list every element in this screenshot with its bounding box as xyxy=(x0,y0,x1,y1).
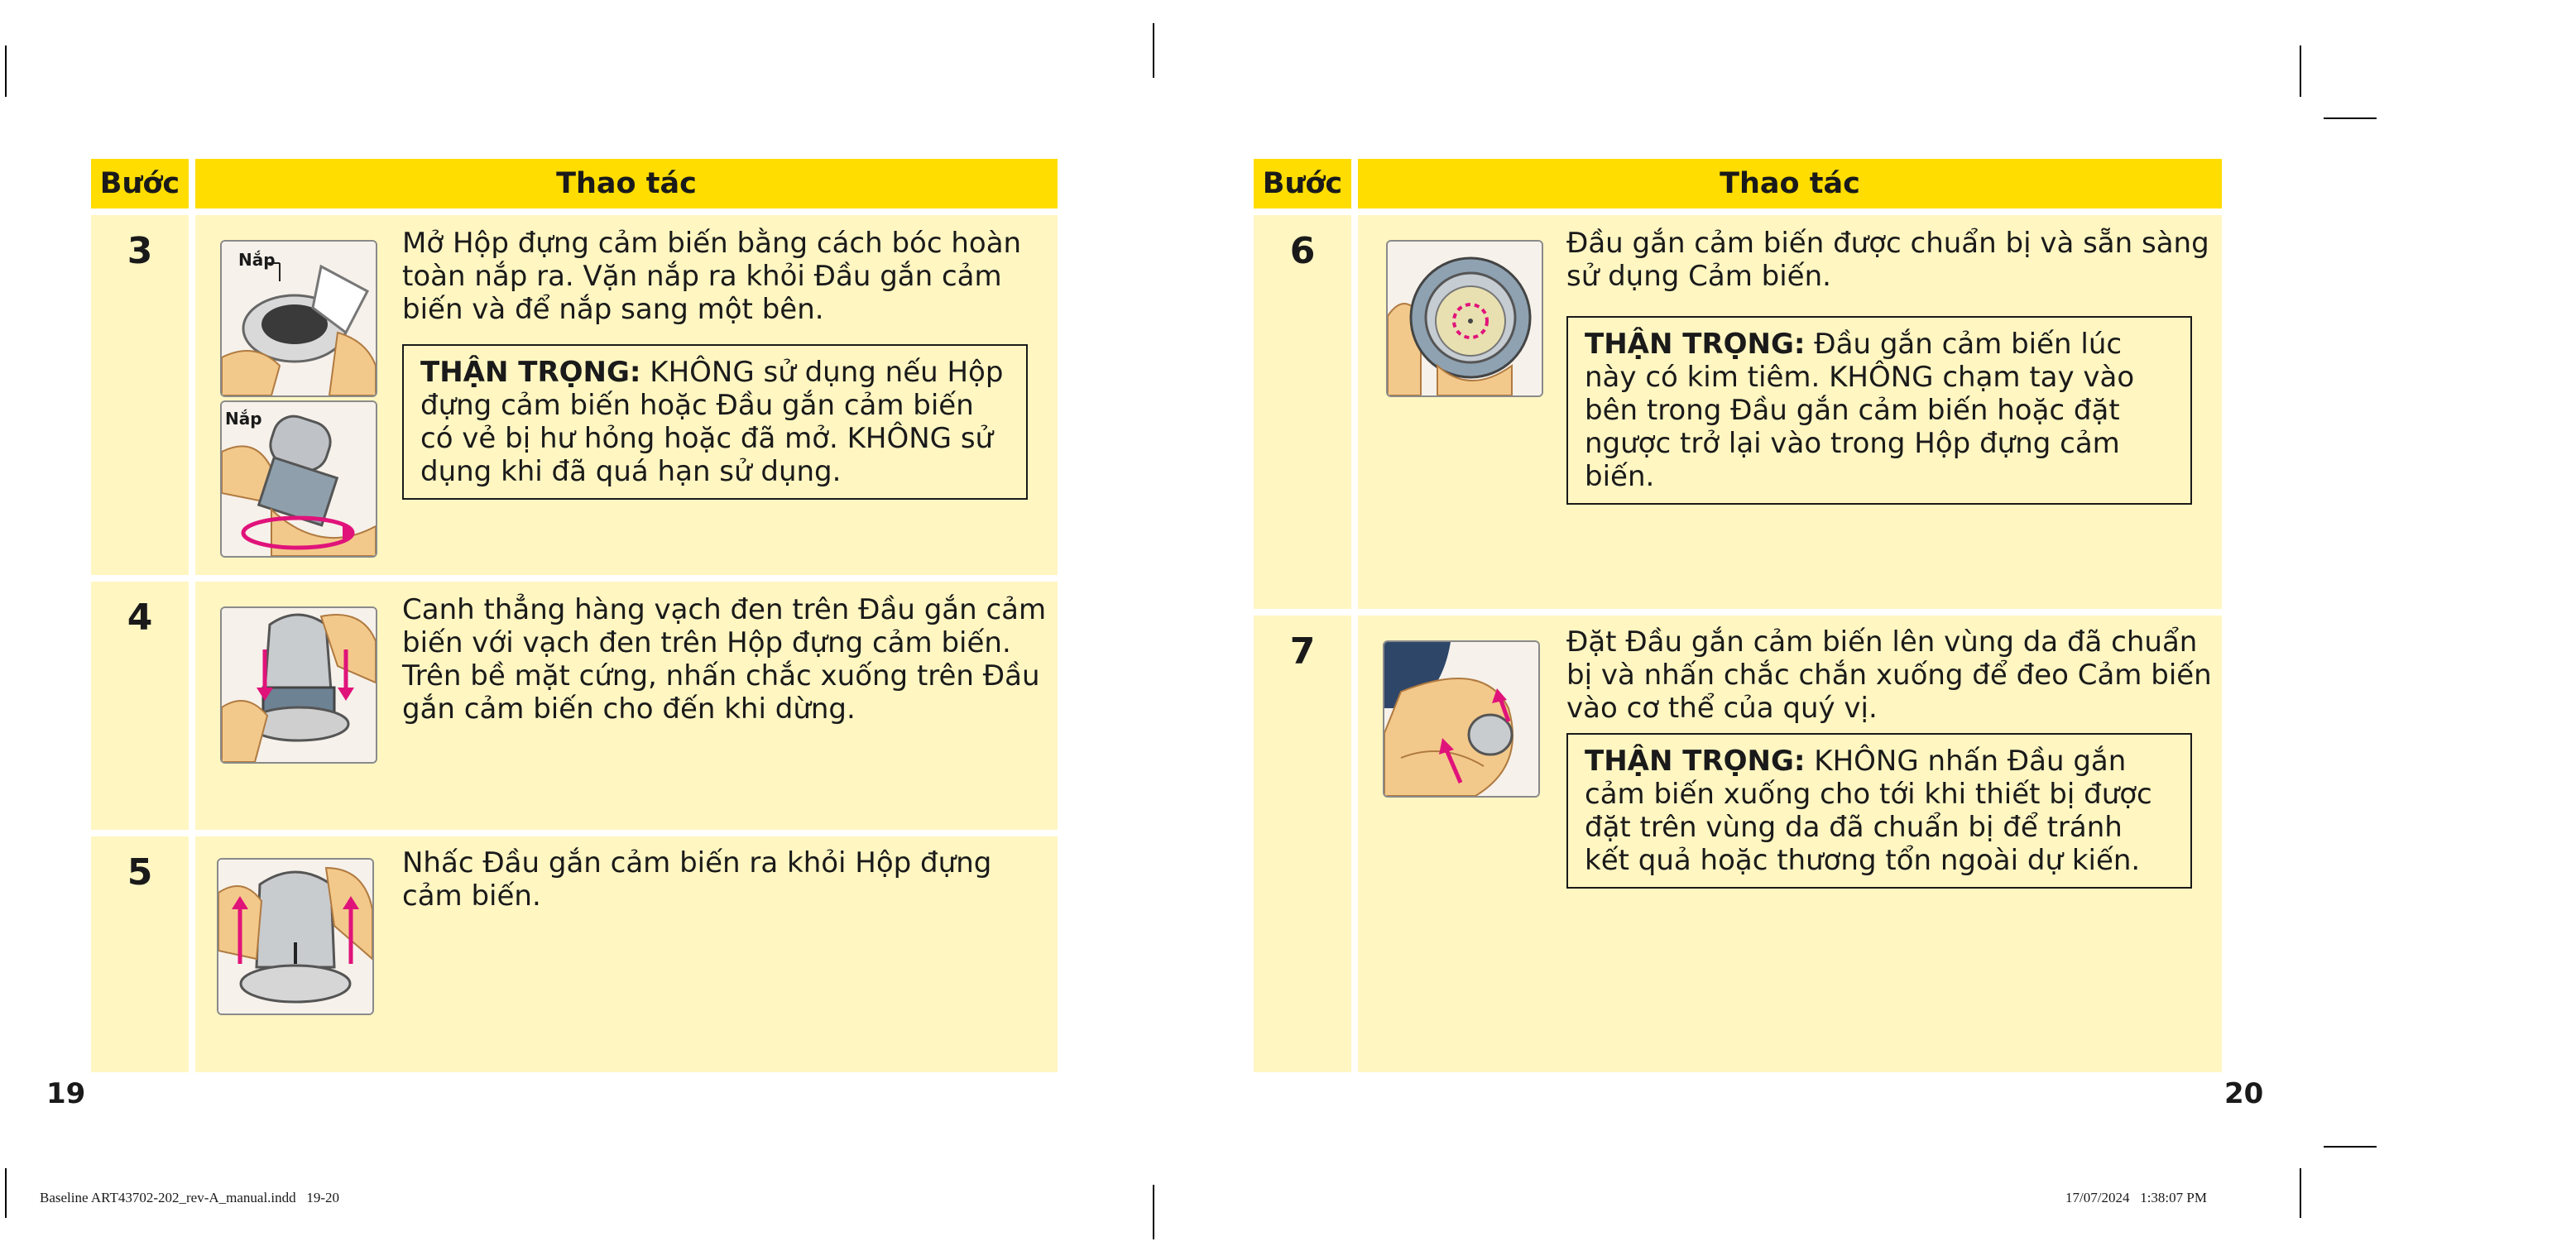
action-cell xyxy=(195,215,1058,575)
step-cell xyxy=(1254,215,1351,609)
caution-box xyxy=(402,344,1028,500)
step-description: Đặt Đầu gắn cảm biến lên vùng da đã chuẩn bị và nhấn chắc chắn xuống để đeo Cảm biến vào cơ thể của quý vị. xyxy=(1566,625,2212,725)
caution-label: THẬN TRỌNG: xyxy=(1585,328,1806,361)
crop-mark xyxy=(2300,46,2301,97)
step-description: Canh thẳng hàng vạch đen trên Đầu gắn cảm biến với vạch đen trên Hộp đựng cảm biến. Trên bề mặt cứng, nhấn chắc xuống trên Đầu gắn cảm biến cho đến khi dừng. xyxy=(402,593,1047,726)
step-cell xyxy=(91,836,189,1072)
step-cell xyxy=(91,582,189,830)
align-press-illustration xyxy=(220,606,377,764)
caution-label: THẬN TRỌNG: xyxy=(1585,745,1806,778)
step-number: 6 xyxy=(1289,230,1316,272)
step-cell xyxy=(1254,616,1351,1072)
step-number: 3 xyxy=(127,230,153,272)
step-number: 5 xyxy=(127,851,153,894)
page-number-left: 19 xyxy=(46,1077,86,1110)
caution-box xyxy=(1566,316,2192,505)
step-number: 4 xyxy=(127,597,153,639)
caution-text: KHÔNG nhấn Đầu gắn cảm biến xuống cho tới khi thiết bị được đặt trên vùng da đã chuẩn bị để tránh kết quả hoặc thương tổn ngoài dự kiến. xyxy=(1585,745,2152,877)
page-number-right: 20 xyxy=(2224,1077,2264,1110)
apply-to-arm-illustration xyxy=(1383,640,1540,798)
caution-box xyxy=(1566,733,2192,889)
lid-label: Nắp xyxy=(225,409,262,429)
crop-mark xyxy=(5,46,7,97)
crop-mark xyxy=(2324,117,2377,119)
peel-lid-illustration xyxy=(220,240,377,397)
action-cell xyxy=(1358,616,2222,1072)
crop-mark xyxy=(1153,1185,1154,1239)
caution-text: Đầu gắn cảm biến lúc này có kim tiêm. KHÔNG chạm tay vào bên trong Đầu gắn cảm biến hoặc đặt ngược trở lại vào trong Hộp đựng cảm biến. xyxy=(1585,328,2135,493)
action-cell xyxy=(1358,215,2222,609)
print-timestamp: 17/07/2024 1:38:07 PM xyxy=(2065,1190,2207,1205)
crop-mark xyxy=(1153,23,1154,78)
caution-text: KHÔNG sử dụng nếu Hộp đựng cảm biến hoặc Đầu gắn cảm biến có vẻ bị hư hỏng hoặc đã mở. KHÔNG sử dụng khi đã quá hạn sử dụng. xyxy=(420,356,1004,488)
twist-cap-illustration xyxy=(220,400,377,558)
action-cell xyxy=(195,582,1058,830)
instruction-table-left xyxy=(91,159,1058,1072)
crop-mark xyxy=(2300,1168,2301,1218)
lift-applicator-illustration xyxy=(217,858,374,1015)
step-description: Mở Hộp đựng cảm biến bằng cách bóc hoàn toàn nắp ra. Vặn nắp ra khỏi Đầu gắn cảm biến và để nắp sang một bên. xyxy=(402,227,1022,326)
action-cell xyxy=(195,836,1058,1072)
crop-mark xyxy=(5,1168,7,1218)
caution-label: THẬN TRỌNG: xyxy=(420,356,641,389)
step-description: Nhấc Đầu gắn cảm biến ra khỏi Hộp đựng cảm biến. xyxy=(402,846,992,913)
applicator-ready-illustration xyxy=(1386,240,1543,397)
step-column-header: Bước xyxy=(91,159,189,208)
instruction-table-right xyxy=(1254,159,2222,1072)
action-column-header: Thao tác xyxy=(195,159,1058,208)
file-slug: Baseline ART43702-202_rev-A_manual.indd 19-20 xyxy=(40,1190,340,1205)
step-cell xyxy=(91,215,189,575)
step-number: 7 xyxy=(1289,630,1316,673)
step-column-header: Bước xyxy=(1254,159,1351,208)
crop-mark xyxy=(2324,1146,2377,1148)
lid-label: Nắp xyxy=(238,250,276,270)
action-column-header: Thao tác xyxy=(1358,159,2222,208)
step-description: Đầu gắn cảm biến được chuẩn bị và sẵn sàng sử dụng Cảm biến. xyxy=(1566,227,2209,293)
